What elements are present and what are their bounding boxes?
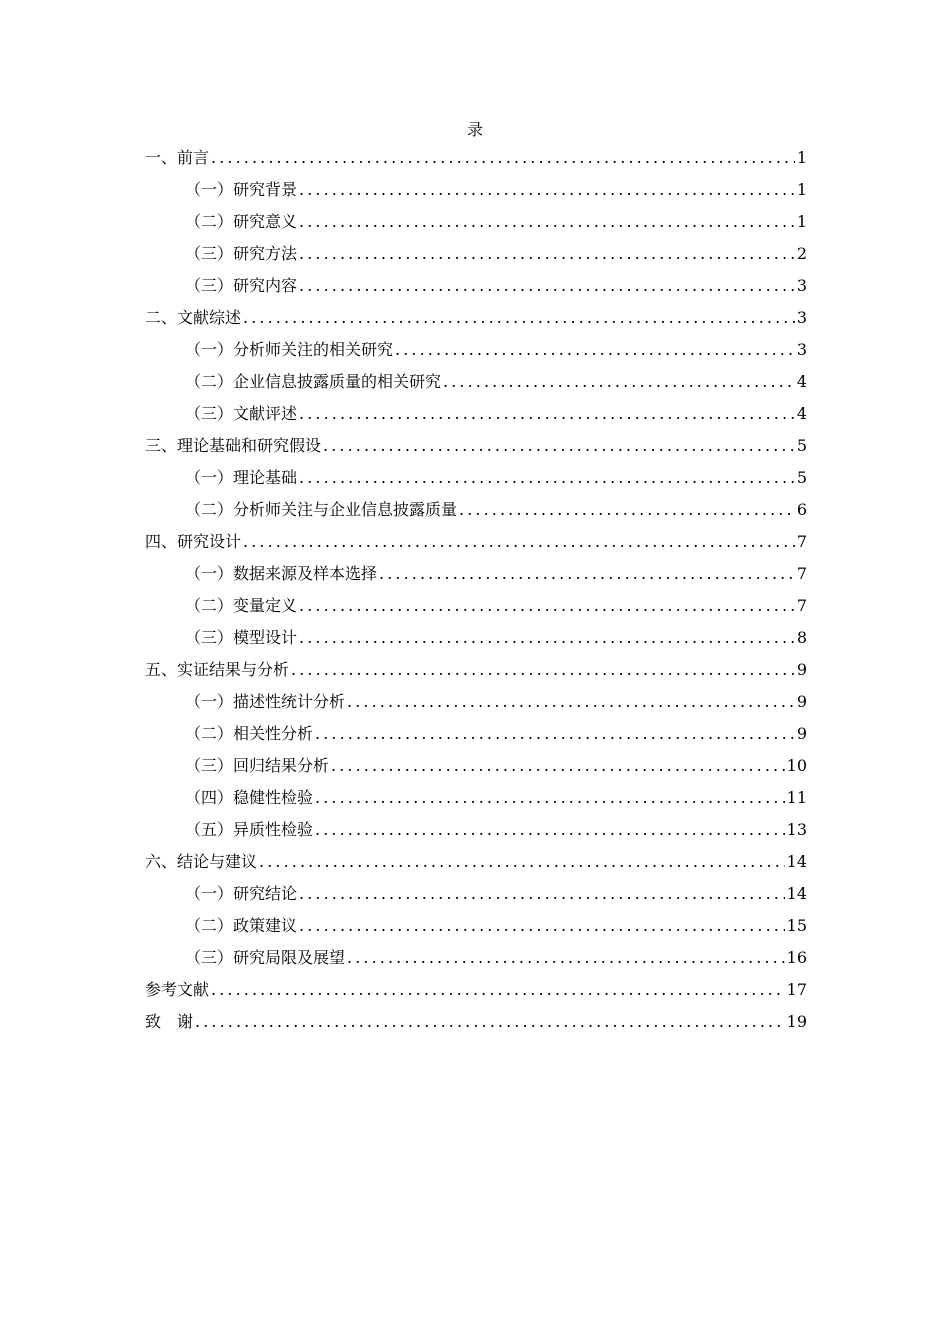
toc-entry-page-number: 3 (796, 276, 807, 295)
dot-leader (259, 848, 785, 876)
toc-entry-page-number: 7 (796, 596, 807, 615)
toc-entry-page-number: 19 (786, 1012, 807, 1031)
toc-entry-page-number: 2 (796, 244, 807, 263)
toc-entry-label: （四）稳健性检验 (185, 788, 314, 807)
dot-leader (299, 176, 795, 204)
toc-entry-label: 三、理论基础和研究假设 (145, 436, 322, 455)
toc-entry-page-number: 14 (786, 884, 807, 903)
dot-leader (395, 336, 795, 364)
toc-entry-page-number: 1 (796, 180, 807, 199)
toc-entry[interactable] (145, 144, 807, 176)
dot-leader (299, 912, 785, 940)
toc-entry-label: （二）政策建议 (185, 916, 298, 935)
toc-entry-page-number: 14 (786, 852, 807, 871)
toc-entry[interactable] (145, 784, 807, 816)
toc-entry[interactable] (145, 368, 807, 400)
toc-entry-page-number: 9 (796, 692, 807, 711)
toc-entry[interactable] (145, 176, 807, 208)
toc-entry[interactable] (145, 208, 807, 240)
toc-entry[interactable] (145, 272, 807, 304)
toc-entry[interactable] (145, 400, 807, 432)
toc-entry-page-number: 16 (786, 948, 807, 967)
toc-entry-label: （三）文献评述 (185, 404, 298, 423)
toc-entry[interactable] (145, 528, 807, 560)
toc-entry-page-number: 8 (796, 628, 807, 647)
toc-entry-label: （五）异质性检验 (185, 820, 314, 839)
toc-entry-label: 致 谢 (145, 1012, 194, 1031)
toc-entry-page-number: 3 (796, 340, 807, 359)
toc-entry-page-number: 9 (796, 724, 807, 743)
toc-entry-page-number: 3 (796, 308, 807, 327)
toc-entry-label: （二）相关性分析 (185, 724, 314, 743)
toc-entry-label: （二）分析师关注与企业信息披露质量 (185, 500, 458, 519)
toc-entry[interactable] (145, 688, 807, 720)
dot-leader (315, 720, 795, 748)
dot-leader (299, 592, 795, 620)
toc-entry-label: （一）分析师关注的相关研究 (185, 340, 394, 359)
toc-entry-label: （三）模型设计 (185, 628, 298, 647)
dot-leader (379, 560, 795, 588)
toc-entry-label: （二）企业信息披露质量的相关研究 (185, 372, 442, 391)
toc-entry-page-number: 5 (796, 468, 807, 487)
toc-entry[interactable] (145, 944, 807, 976)
toc-entry-label: （三）回归结果分析 (185, 756, 330, 775)
toc-entry[interactable] (145, 592, 807, 624)
dot-leader (299, 272, 795, 300)
toc-entry-page-number: 17 (786, 980, 807, 999)
toc-entry-page-number: 10 (786, 756, 807, 775)
toc-entry[interactable] (145, 912, 807, 944)
toc-entry-label: 一、前言 (145, 148, 210, 167)
toc-entry-page-number: 7 (796, 564, 807, 583)
toc-entry-label: （一）数据来源及样本选择 (185, 564, 378, 583)
dot-leader (211, 976, 785, 1004)
toc-entry-label: （一）理论基础 (185, 468, 298, 487)
toc-entry[interactable] (145, 624, 807, 656)
toc-entry-label: （三）研究方法 (185, 244, 298, 263)
toc-entry-page-number: 9 (796, 660, 807, 679)
toc-entry-page-number: 6 (796, 500, 807, 519)
toc-entry[interactable] (145, 752, 807, 784)
toc-entry-label: （一）研究背景 (185, 180, 298, 199)
toc-entry-page-number: 13 (786, 820, 807, 839)
dot-leader (331, 752, 785, 780)
toc-entry[interactable] (145, 848, 807, 880)
dot-leader (243, 528, 795, 556)
dot-leader (443, 368, 795, 396)
toc-entry[interactable] (145, 432, 807, 464)
dot-leader (243, 304, 795, 332)
toc-entry[interactable] (145, 240, 807, 272)
table-of-contents (145, 144, 807, 1040)
dot-leader (299, 880, 785, 908)
toc-entry-page-number: 7 (796, 532, 807, 551)
dot-leader (347, 944, 785, 972)
toc-entry-label: （一）研究结论 (185, 884, 298, 903)
toc-entry-label: （一）描述性统计分析 (185, 692, 346, 711)
dot-leader (299, 624, 795, 652)
toc-entry[interactable] (145, 880, 807, 912)
dot-leader (291, 656, 795, 684)
dot-leader (315, 816, 785, 844)
toc-entry[interactable] (145, 976, 807, 1008)
toc-entry[interactable] (145, 464, 807, 496)
toc-entry-label: 参考文献 (145, 980, 210, 999)
toc-entry-page-number: 5 (796, 436, 807, 455)
toc-entry[interactable] (145, 496, 807, 528)
toc-entry-label: 二、文献综述 (145, 308, 242, 327)
toc-entry[interactable] (145, 304, 807, 336)
toc-entry-page-number: 4 (796, 404, 807, 423)
toc-title: 录 (466, 120, 483, 139)
dot-leader (323, 432, 795, 460)
toc-entry-page-number: 15 (786, 916, 807, 935)
dot-leader (211, 144, 795, 172)
dot-leader (315, 784, 785, 812)
toc-entry[interactable] (145, 816, 807, 848)
toc-entry-label: 六、结论与建议 (145, 852, 258, 871)
dot-leader (195, 1008, 785, 1036)
dot-leader (299, 464, 795, 492)
dot-leader (347, 688, 795, 716)
toc-entry-label: （二）研究意义 (185, 212, 298, 231)
toc-entry-label: （三）研究局限及展望 (185, 948, 346, 967)
toc-entry[interactable] (145, 656, 807, 688)
toc-entry-label: （三）研究内容 (185, 276, 298, 295)
toc-entry-label: （二）变量定义 (185, 596, 298, 615)
dot-leader (299, 240, 795, 268)
toc-entry-page-number: 4 (796, 372, 807, 391)
toc-entry[interactable] (145, 336, 807, 368)
toc-entry-label: 四、研究设计 (145, 532, 242, 551)
toc-entry-label: 五、实证结果与分析 (145, 660, 290, 679)
toc-entry[interactable] (145, 720, 807, 752)
toc-entry-page-number: 1 (796, 212, 807, 231)
dot-leader (459, 496, 795, 524)
toc-entry[interactable] (145, 560, 807, 592)
toc-entry-page-number: 1 (796, 148, 807, 167)
dot-leader (299, 208, 795, 236)
toc-entry-page-number: 11 (786, 788, 807, 807)
toc-entry[interactable] (145, 1008, 807, 1040)
dot-leader (299, 400, 795, 428)
